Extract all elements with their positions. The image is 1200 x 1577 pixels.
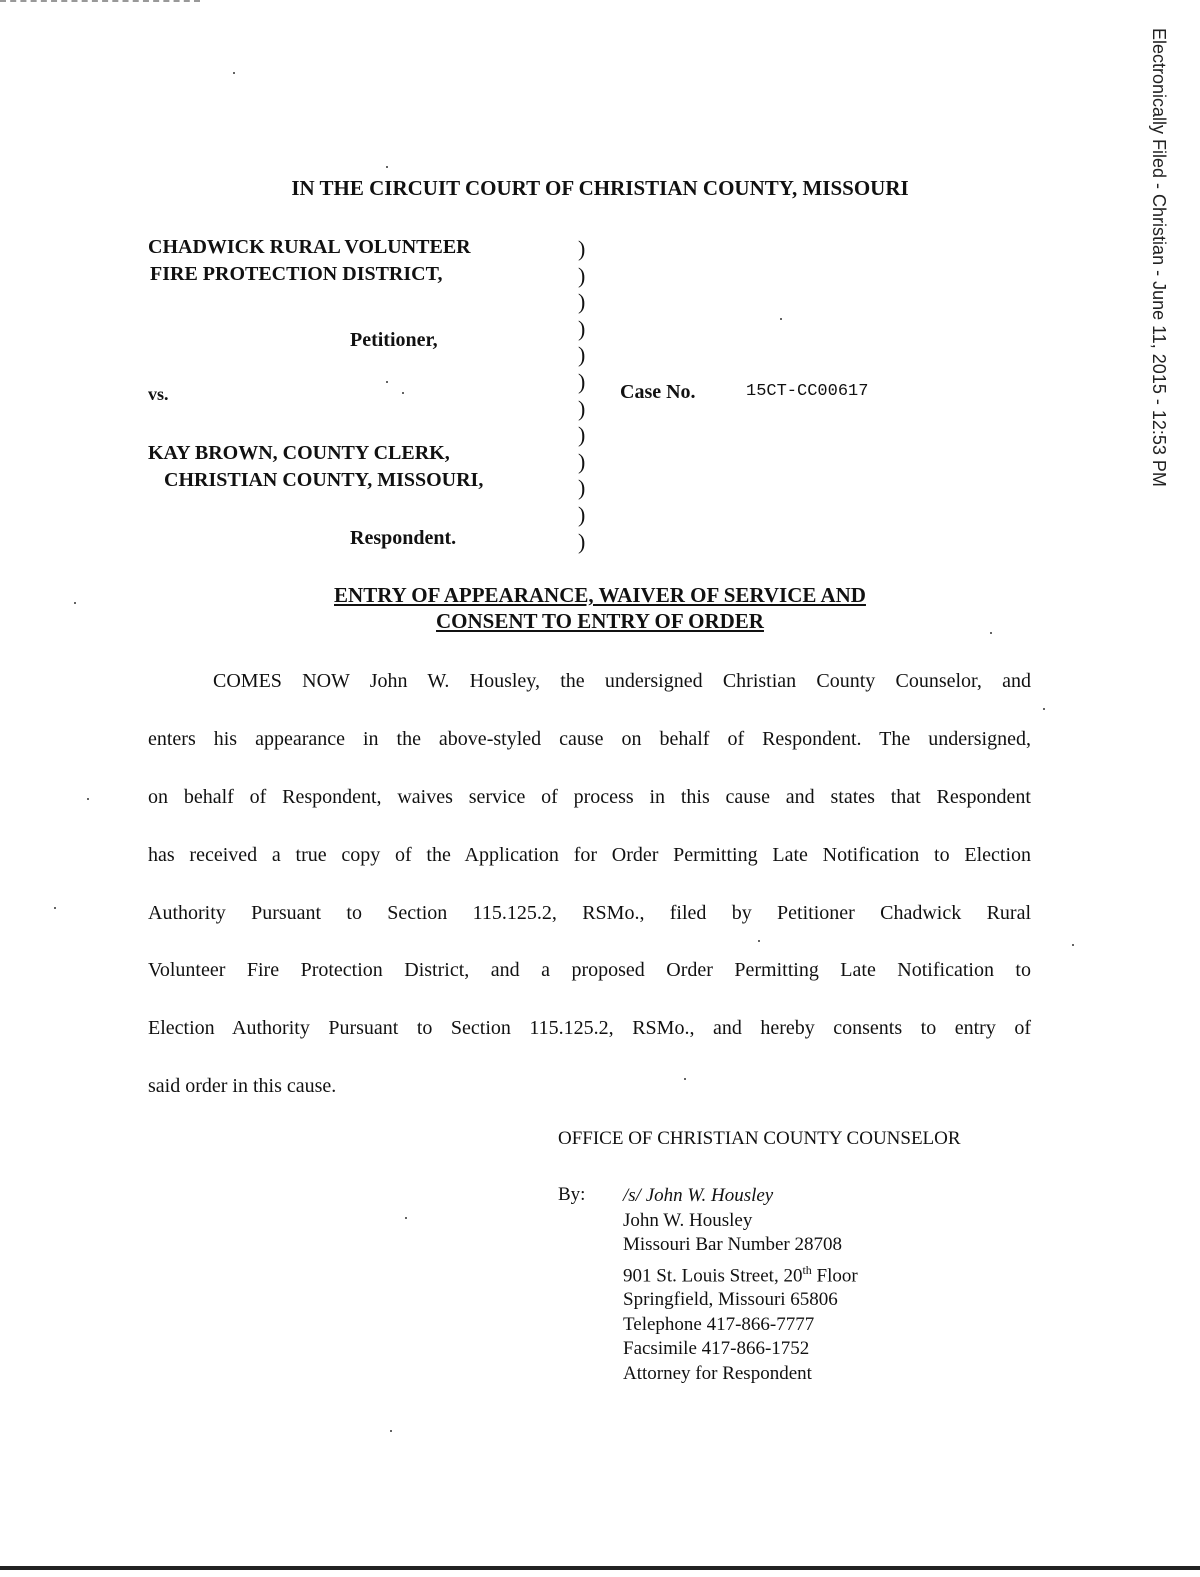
- electronic-filing-stamp: Electronically Filed - Christian - June 11, 2015 - 12:53 PM: [1149, 28, 1169, 487]
- signature-by-label: By:: [558, 1184, 586, 1205]
- scan-speck: [405, 1217, 407, 1219]
- scan-speck: [990, 632, 992, 634]
- caption-paren: ): [578, 262, 586, 288]
- street-address: [623, 1258, 858, 1289]
- scan-speck: [684, 1078, 686, 1080]
- body-line: Volunteer Fire Protection District, and a proposed Order Permitting Late Notification to: [148, 959, 1031, 981]
- scan-speck: [74, 602, 76, 604]
- scan-speck: [386, 166, 388, 168]
- attorney-name: John W. Housley: [623, 1209, 753, 1231]
- page-bottom-edge: [0, 1566, 1200, 1570]
- scan-speck: [233, 72, 235, 74]
- signature-block: [623, 1184, 858, 1386]
- body-line: said order in this cause.: [148, 1075, 337, 1097]
- caption-paren: ): [578, 289, 586, 315]
- body-line: has received a true copy of the Application for Order Permitting Late Notification to Election: [148, 844, 1031, 866]
- scan-speck: [1043, 708, 1045, 710]
- scan-speck: [87, 798, 89, 800]
- city-state-zip: Springfield, Missouri 65806: [623, 1289, 838, 1311]
- scan-speck: [780, 318, 782, 320]
- caption-paren: ): [578, 448, 586, 474]
- street-address-main: 901 St. Louis Street, 20: [623, 1264, 803, 1286]
- respondent-role: Respondent.: [350, 527, 457, 549]
- scan-speck: [386, 381, 388, 383]
- scan-speck: [758, 940, 760, 942]
- caption-paren: ): [578, 236, 586, 261]
- respondent-name-line2: CHRISTIAN COUNTY, MISSOURI,: [164, 469, 484, 491]
- caption-parenthesis-column: [578, 236, 598, 555]
- case-number-value: 15CT-CC00617: [746, 382, 869, 401]
- signature-office: OFFICE OF CHRISTIAN COUNTY COUNSELOR: [558, 1128, 961, 1149]
- caption-paren: ): [578, 528, 586, 554]
- caption-paren: ): [578, 368, 586, 394]
- document-title-line2: CONSENT TO ENTRY OF ORDER: [436, 609, 764, 633]
- caption-paren: ): [578, 475, 586, 501]
- court-title: IN THE CIRCUIT COURT OF CHRISTIAN COUNTY, MISSOURI: [291, 176, 909, 200]
- facsimile: Facsimile 417-866-1752: [623, 1338, 810, 1360]
- document-title-line1: ENTRY OF APPEARANCE, WAIVER OF SERVICE AND: [334, 583, 866, 607]
- case-number-label: Case No.: [620, 381, 696, 403]
- body-line: Election Authority Pursuant to Section 115.125.2, RSMo., and hereby consents to entry of: [148, 1017, 1031, 1039]
- scan-speck: [402, 392, 404, 394]
- scan-speck: [54, 907, 56, 909]
- body-line: Authority Pursuant to Section 115.125.2, RSMo., filed by Petitioner Chadwick Rural: [148, 902, 1031, 924]
- petitioner-name-line2: FIRE PROTECTION DISTRICT,: [150, 263, 443, 285]
- caption-paren: ): [578, 315, 586, 341]
- attorney-role: Attorney for Respondent: [623, 1362, 812, 1384]
- electronic-signature: /s/ John W. Housley: [623, 1185, 774, 1206]
- caption-paren: ): [578, 342, 586, 368]
- scan-speck: [390, 1430, 392, 1432]
- telephone: Telephone 417-866-7777: [623, 1313, 815, 1335]
- petitioner-name-line1: CHADWICK RURAL VOLUNTEER: [148, 236, 471, 258]
- caption-paren: ): [578, 501, 586, 527]
- caption-paren: ): [578, 395, 586, 421]
- street-address-floor: Floor: [811, 1264, 858, 1286]
- bar-number: Missouri Bar Number 28708: [623, 1234, 843, 1255]
- caption-paren: ): [578, 422, 586, 448]
- body-line: COMES NOW John W. Housley, the undersigned Christian County Counselor, and: [213, 670, 1031, 692]
- scan-edge-mark: [0, 0, 200, 5]
- scan-speck: [1072, 944, 1074, 946]
- body-line: on behalf of Respondent, waives service of process in this cause and states that Respondent: [148, 786, 1031, 808]
- petitioner-role: Petitioner,: [350, 329, 438, 351]
- ordinal-suffix: th: [802, 1262, 812, 1277]
- versus-label: vs.: [148, 384, 169, 404]
- respondent-name-line1: KAY BROWN, COUNTY CLERK,: [148, 442, 450, 464]
- body-line: enters his appearance in the above-styled cause on behalf of Respondent. The undersigned,: [148, 728, 1031, 750]
